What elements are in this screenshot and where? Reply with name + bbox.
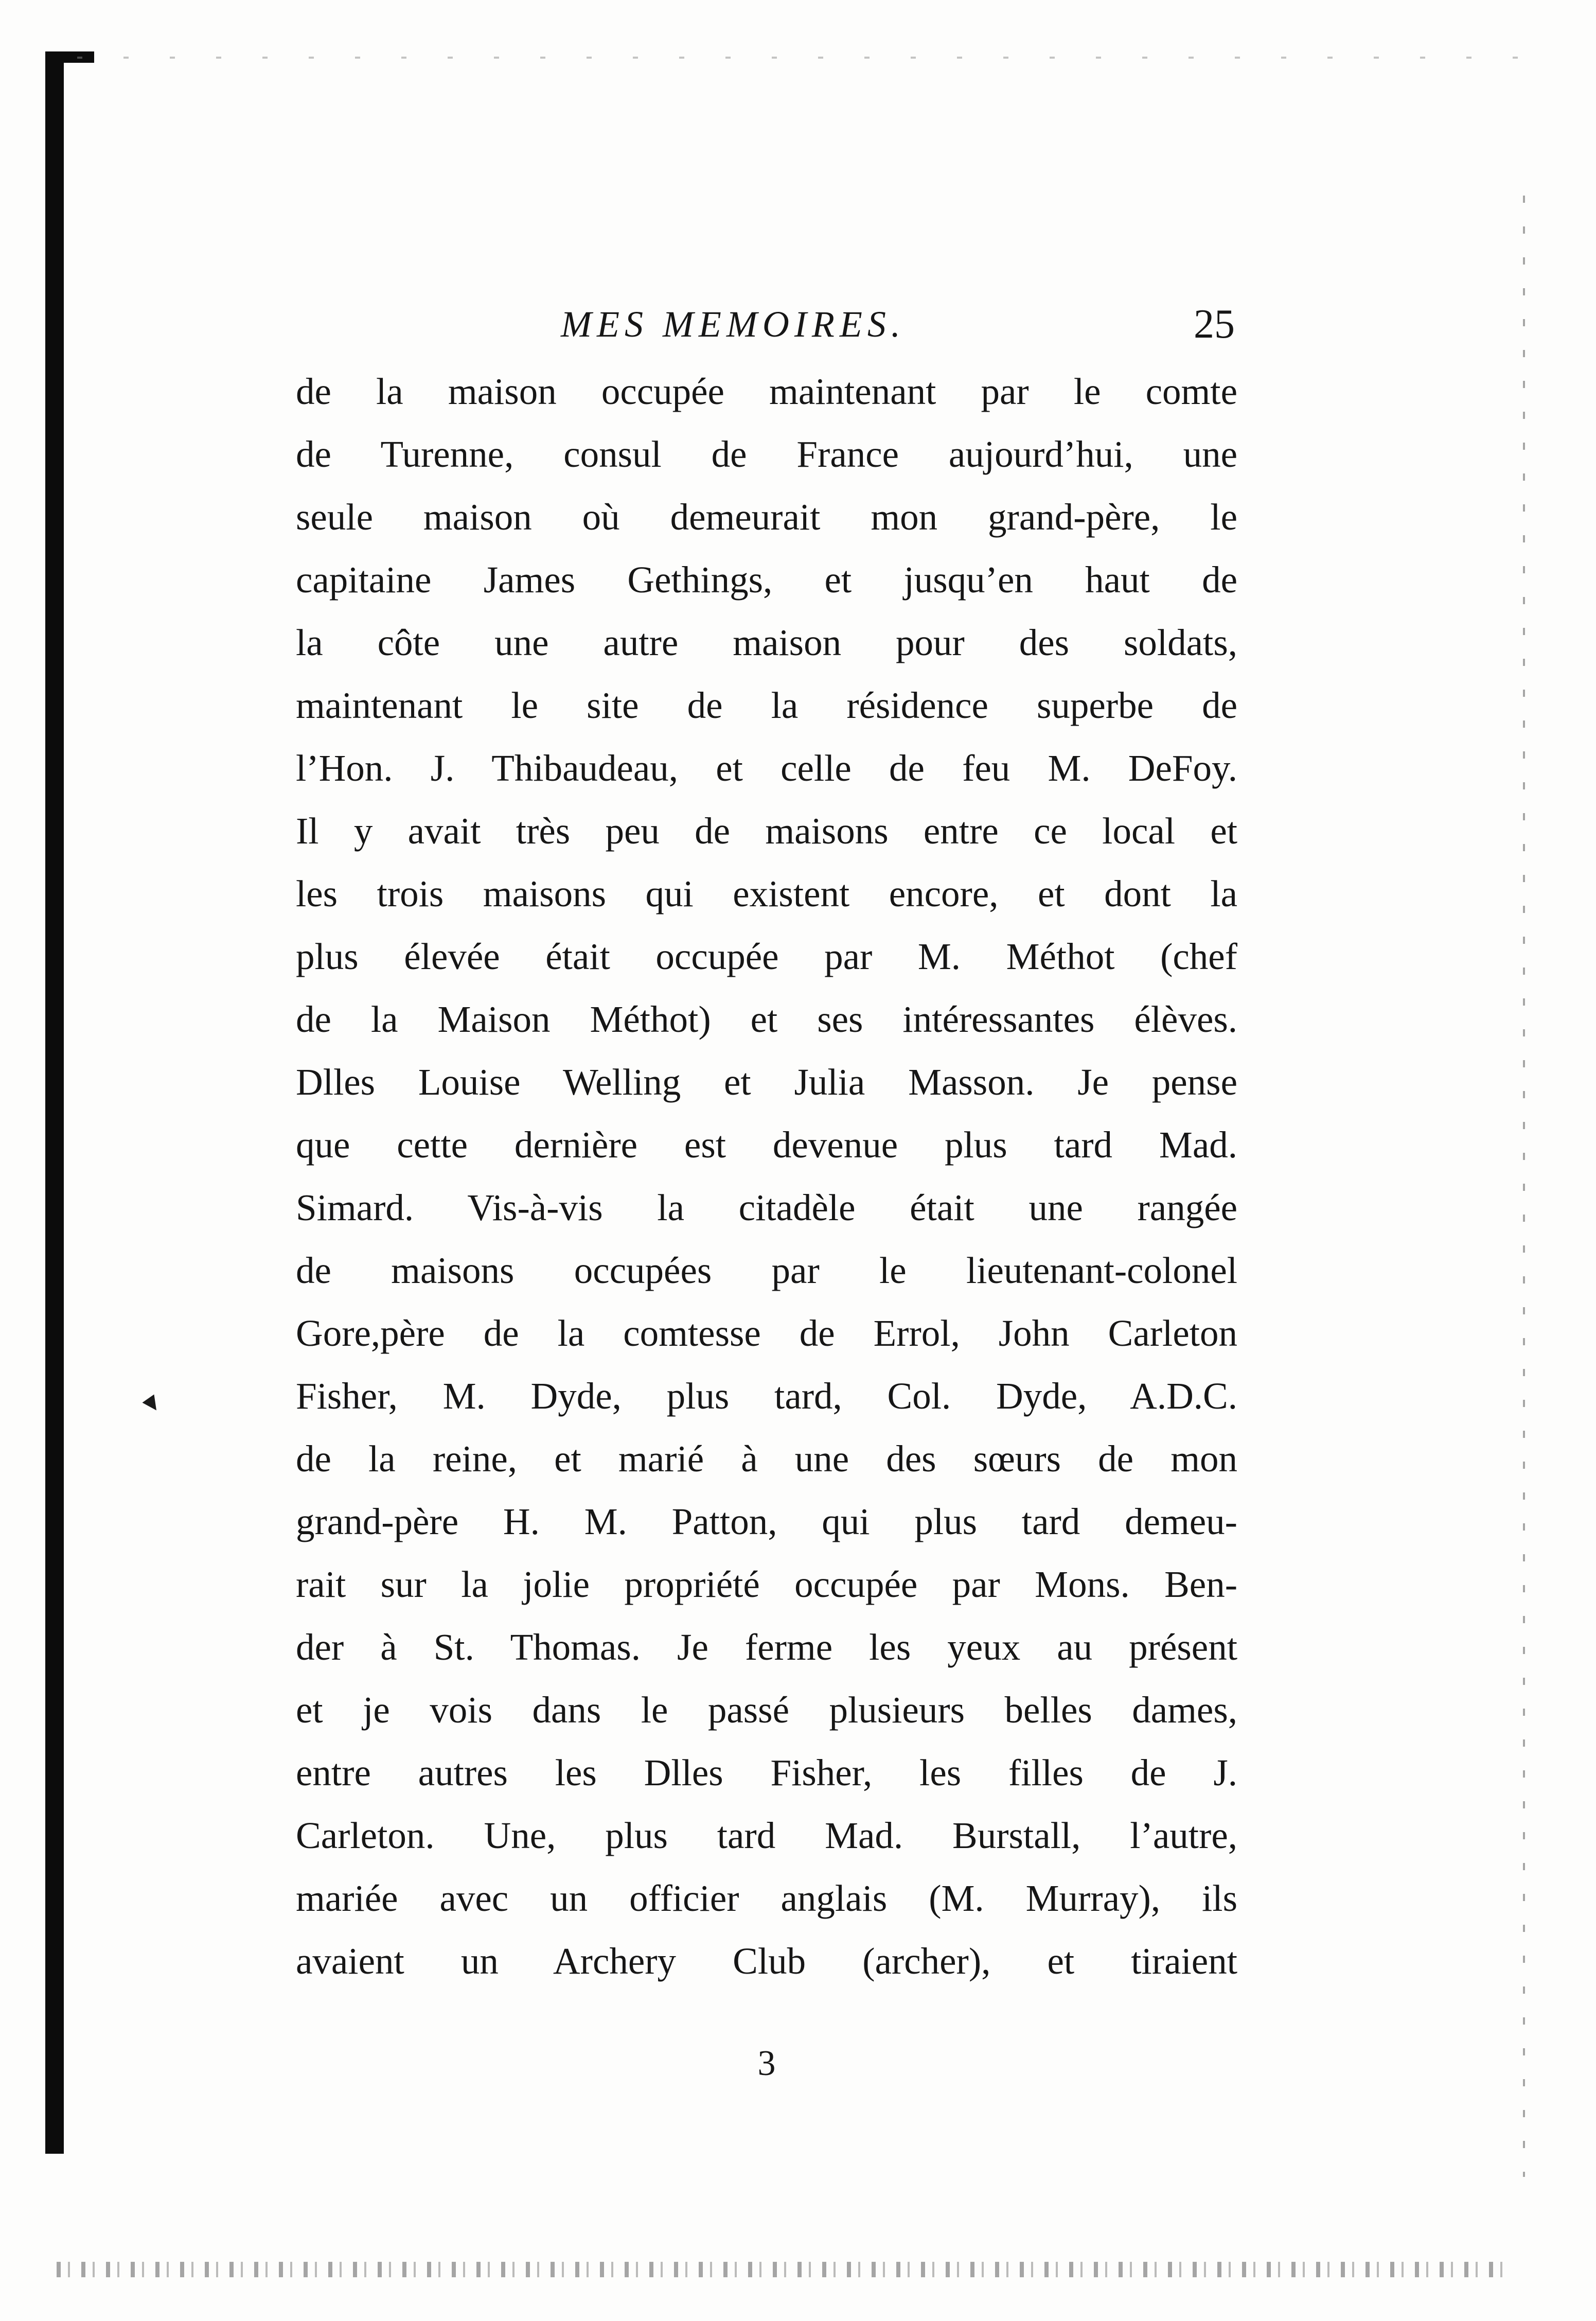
text-line: avaient un Archery Club (archer), et tiraient [296,1940,1237,1982]
text-line: que cette dernière est devenue plus tard Mad. [296,1124,1237,1166]
text-line: la côte une autre maison pour des soldats, [296,622,1237,663]
text-line: seule maison où demeurait mon grand-père, le [296,496,1237,538]
text-line: de la maison occupée maintenant par le comte [296,371,1237,412]
text-line: Gore,père de la comtesse de Errol, John Carleton [296,1312,1237,1354]
text-line: Carleton. Une, plus tard Mad. Burstall, l’autre, [296,1815,1237,1856]
running-title: MES MEMOIRES. [561,304,906,345]
text-line: maintenant le site de la résidence superbe de [296,684,1237,726]
text-line: rait sur la jolie propriété occupée par Mons. Ben- [296,1563,1237,1605]
text-line: Dlles Louise Welling et Julia Masson. Je pense [296,1061,1237,1103]
text-line: Simard. Vis-à-vis la citadèle était une rangée [296,1187,1237,1228]
text-line: entre autres les Dlles Fisher, les filles de J. [296,1752,1237,1794]
text-line: de maisons occupées par le lieutenant-colonel [296,1250,1237,1291]
text-line: capitaine James Gethings, et jusqu’en haut de [296,559,1237,601]
text-line: Il y avait très peu de maisons entre ce local et [296,810,1237,852]
binding-shadow [45,54,64,2154]
scan-edge-top [77,57,1518,59]
page-header [298,296,1235,353]
text-line: et je vois dans le passé plusieurs belles dames, [296,1689,1237,1731]
body-text [296,360,1237,1993]
text-line: der à St. Thomas. Je ferme les yeux au présent [296,1626,1237,1668]
scan-edge-bottom [57,2262,1508,2277]
text-line: grand-père H. M. Patton, qui plus tard demeu- [296,1501,1237,1542]
text-line: mariée avec un officier anglais (M. Murray), ils [296,1877,1237,1919]
text-line: les trois maisons qui existent encore, et dont la [296,873,1237,915]
text-line: de Turenne, consul de France aujourd’hui, une [296,433,1237,475]
text-line: Fisher, M. Dyde, plus tard, Col. Dyde, A.D.C. [296,1375,1237,1417]
text-line: l’Hon. J. Thibaudeau, et celle de feu M. DeFoy. [296,747,1237,789]
page-number: 25 [1194,302,1235,347]
scan-edge-right [1523,196,1525,2177]
text-line: de la reine, et marié à une des sœurs de mon [296,1438,1237,1480]
text-line: de la Maison Méthot) et ses intéressantes élèves. [296,998,1237,1040]
text-line: plus élevée était occupée par M. Méthot (chef [296,936,1237,977]
signature-mark: 3 [757,2044,776,2083]
margin-mark [143,1395,163,1415]
